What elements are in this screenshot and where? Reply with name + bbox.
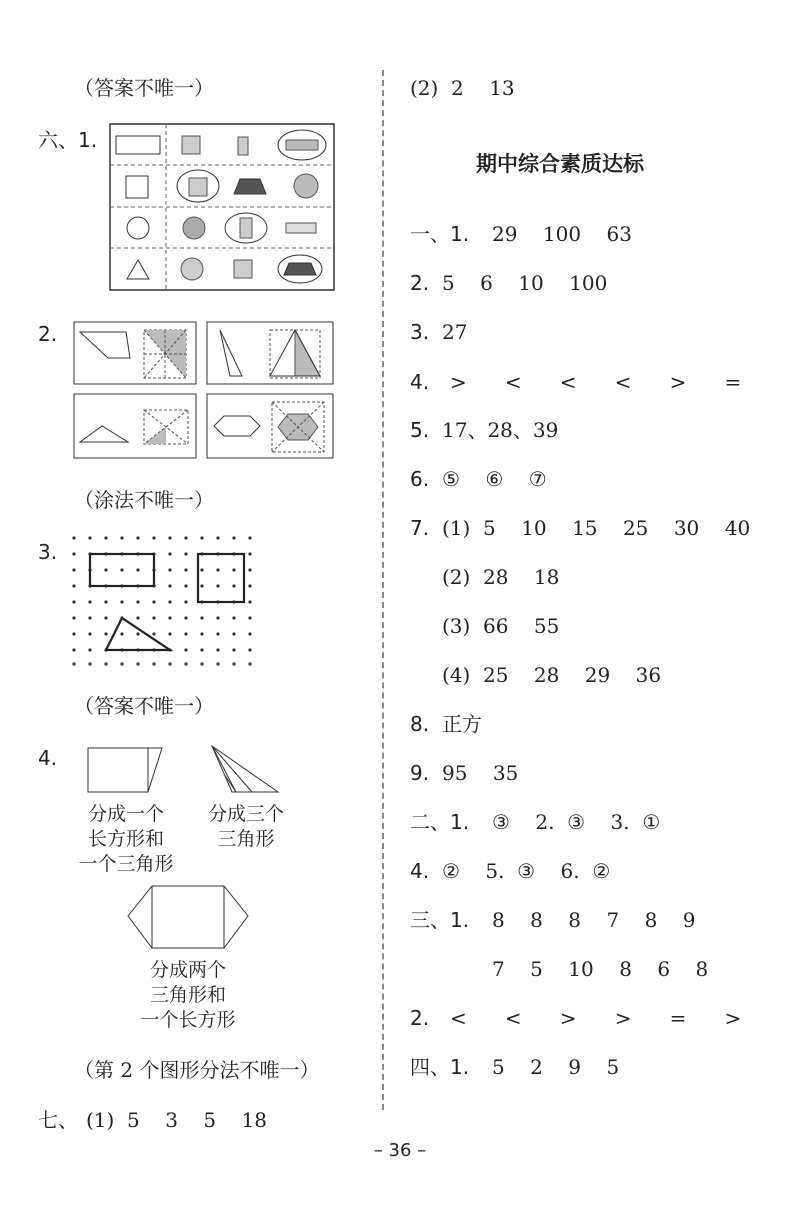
answer-label: 7. (410, 516, 430, 540)
answer-text: (2) 28 18 (442, 565, 560, 589)
dot-grid-figure (70, 534, 266, 668)
answer-label: 9. (410, 761, 430, 785)
answer-text: 正方 (442, 712, 482, 736)
note-coloring-not-unique: （涂法不唯一） (74, 488, 214, 512)
answer-label: 三、1. (410, 908, 470, 932)
answer-text: > < < < > = (450, 370, 742, 394)
answer-label: 3. (410, 320, 430, 344)
caption-rect-and-triangle: 分成一个 长方形和 一个三角形 (78, 803, 174, 875)
answer-text: 8 8 8 7 8 9 (492, 908, 696, 932)
fold-shape-figures (74, 320, 336, 460)
shape-matching-grid (110, 124, 334, 292)
answer-label: 一、1. (410, 222, 470, 246)
answer-text: (1) 5 10 15 25 30 40 (442, 516, 751, 540)
answer-text: (3) 66 55 (442, 614, 560, 638)
answer-label: 2. (410, 271, 430, 295)
answer-text: < < > > = > (450, 1006, 742, 1030)
divided-shapes-row1 (86, 744, 286, 796)
answer-label: 4. (410, 859, 430, 883)
answer-text: 27 (442, 320, 468, 344)
q2-label: 2. (38, 322, 58, 346)
answer-text: 29 100 63 (492, 222, 632, 246)
column-divider (382, 70, 384, 1110)
q7-label: 七、 (38, 1108, 78, 1132)
note-answer-not-unique-2: （答案不唯一） (74, 694, 214, 718)
q3-label: 3. (38, 540, 58, 564)
q4-label: 4. (38, 746, 58, 770)
answer-text: 7 5 10 8 6 8 (492, 957, 709, 981)
note-second-figure-not-unique: （第 2 个图形分法不唯一） (74, 1058, 320, 1082)
right-top-line: (2) 2 13 (410, 76, 515, 100)
caption-two-triangles-one-rect: 分成两个 三角形和 一个长方形 (140, 959, 236, 1031)
answer-text: ② 5. ③ 6. ② (442, 859, 611, 883)
answer-label: 二、1. (410, 810, 470, 834)
answer-text: 95 35 (442, 761, 519, 785)
caption-three-triangles: 分成三个 三角形 (207, 803, 284, 850)
q6-label: 六、1. (38, 128, 98, 152)
answer-text: ③ 2. ③ 3. ① (492, 810, 661, 834)
answer-label: 8. (410, 712, 430, 736)
note-answer-not-unique-1: （答案不唯一） (74, 76, 214, 100)
section-heading: 期中综合素质达标 (476, 152, 644, 176)
answer-text: 5 6 10 100 (442, 271, 608, 295)
answer-text: 5 2 9 5 (492, 1055, 620, 1079)
answer-label: 4. (410, 370, 430, 394)
answer-text: ⑤ ⑥ ⑦ (442, 467, 547, 491)
answer-label: 四、1. (410, 1055, 470, 1079)
answer-label: 2. (410, 1006, 430, 1030)
page-number: – 36 – (373, 1140, 427, 1161)
answer-label: 5. (410, 418, 430, 442)
divided-hexagon (126, 884, 250, 952)
answer-text: 17、28、39 (442, 418, 559, 442)
answer-text: (4) 25 28 29 36 (442, 663, 662, 687)
answer-label: 6. (410, 467, 430, 491)
q7-answer: (1) 5 3 5 18 (86, 1108, 267, 1132)
